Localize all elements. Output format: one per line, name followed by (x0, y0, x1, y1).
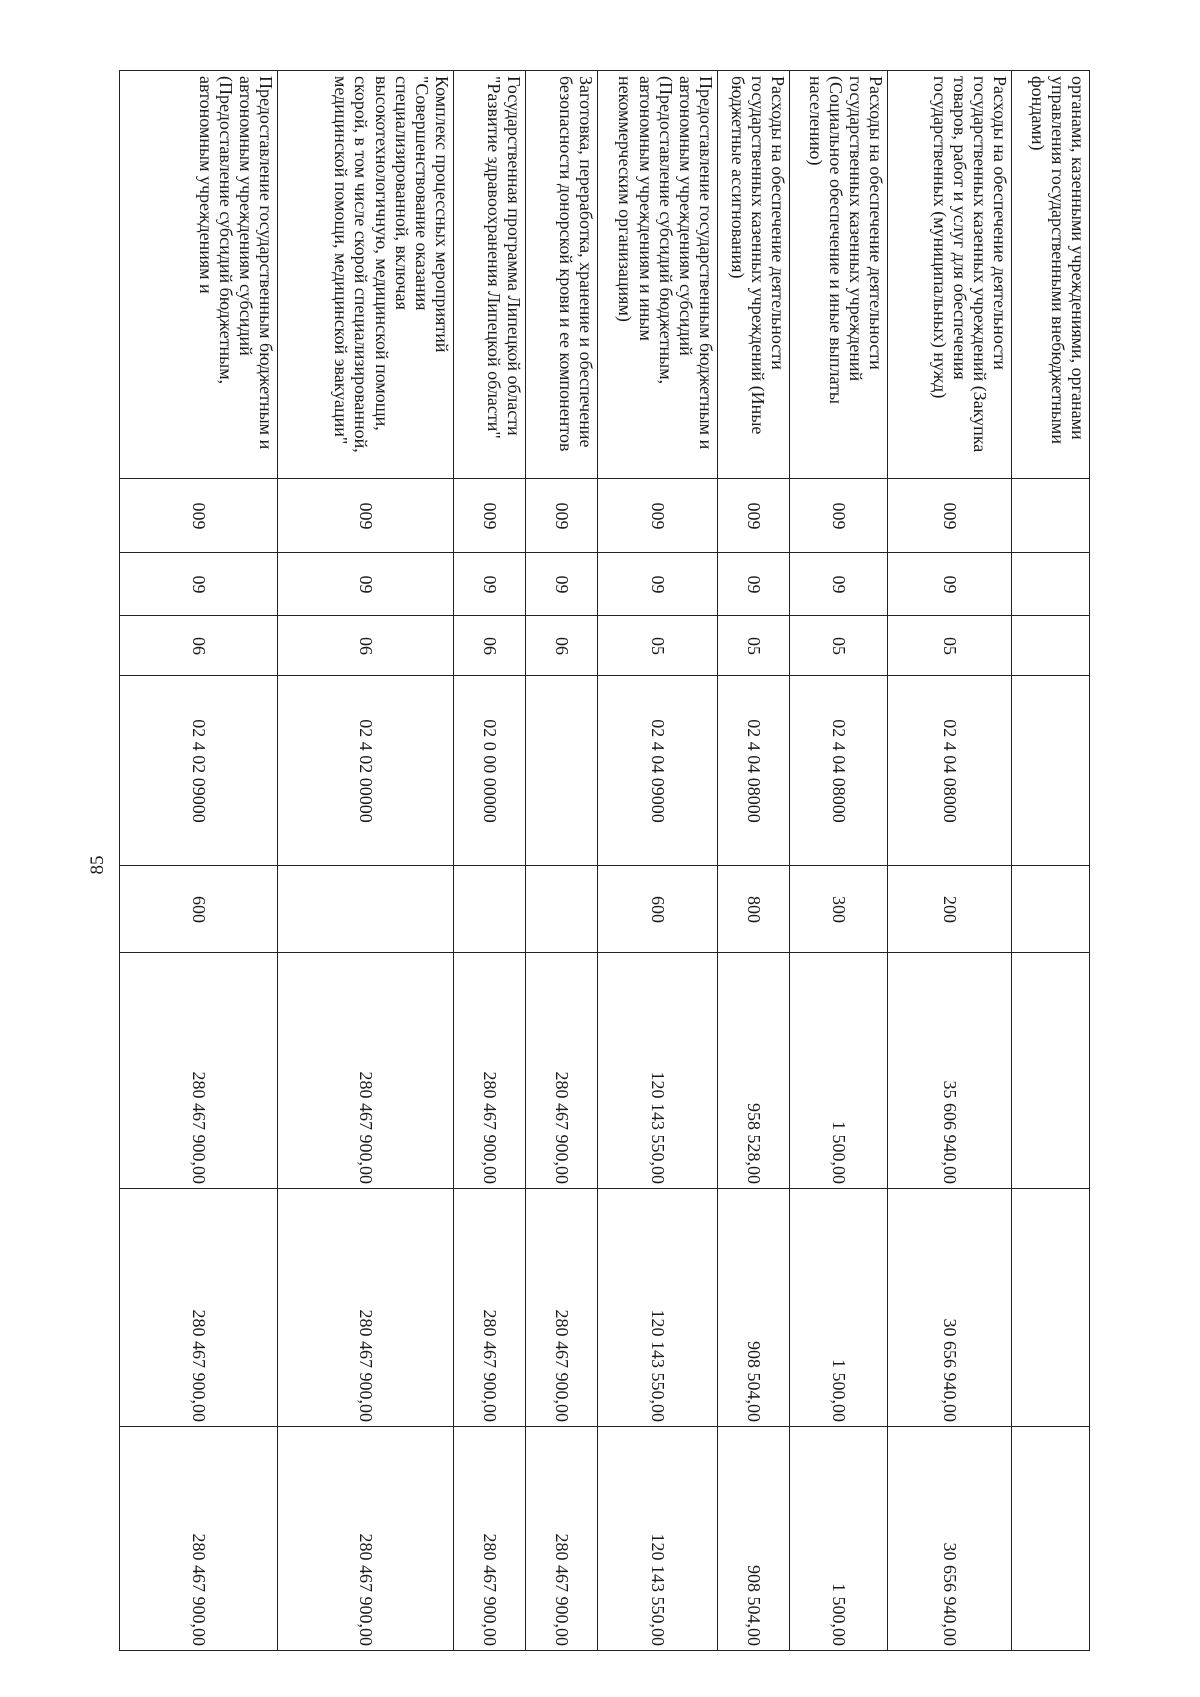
table-row (120, 71, 278, 1651)
cell-ved: 009 (120, 479, 278, 553)
cell-sum1: 35 606 940,00 (888, 953, 1012, 1189)
cell-name: Расходы на обеспечение деятельности государственных казенных учреждений (Закупка товаров, работ и услуг для обеспечения государственных (муниципальных) нужд) (888, 71, 1012, 479)
cell-sum2: 280 467 900,00 (526, 1189, 598, 1427)
cell-sum3: 280 467 900,00 (526, 1427, 598, 1651)
cell-sum3: 280 467 900,00 (120, 1427, 278, 1651)
cell-pr: 06 (526, 616, 598, 676)
cell-sum2: 280 467 900,00 (278, 1189, 454, 1427)
cell-pr (1012, 616, 1090, 676)
cell-sum3: 120 143 550,00 (598, 1427, 718, 1651)
cell-ved: 009 (718, 479, 790, 553)
cell-ved: 009 (790, 479, 888, 553)
rotated-table-wrapper (120, 70, 1090, 1650)
cell-sum1: 958 528,00 (718, 953, 790, 1189)
cell-vr (1012, 866, 1090, 953)
cell-rz: 09 (718, 553, 790, 616)
cell-sum3: 30 656 940,00 (888, 1427, 1012, 1651)
page-number: 85 (87, 855, 108, 875)
cell-sum1: 120 143 550,00 (598, 953, 718, 1189)
cell-vr: 200 (888, 866, 1012, 953)
table-row (454, 71, 526, 1651)
cell-sum3 (1012, 1427, 1090, 1651)
cell-sum2: 908 504,00 (718, 1189, 790, 1427)
cell-sum1: 1 500,00 (790, 953, 888, 1189)
cell-sum1: 280 467 900,00 (526, 953, 598, 1189)
cell-name: Расходы на обеспечение деятельности государственных казенных учреждений (Социальное обеспечение и иные выплаты населению) (790, 71, 888, 479)
table-row (790, 71, 888, 1651)
cell-vr: 600 (598, 866, 718, 953)
cell-pr: 06 (454, 616, 526, 676)
cell-rz: 09 (454, 553, 526, 616)
cell-csr: 02 4 02 00000 (278, 676, 454, 866)
cell-rz: 09 (278, 553, 454, 616)
cell-vr (278, 866, 454, 953)
cell-csr: 02 4 04 09000 (598, 676, 718, 866)
cell-pr: 05 (888, 616, 1012, 676)
table-row (1012, 71, 1090, 1651)
cell-rz (1012, 553, 1090, 616)
table-row (598, 71, 718, 1651)
cell-sum3: 1 500,00 (790, 1427, 888, 1651)
cell-vr (526, 866, 598, 953)
cell-rz: 09 (598, 553, 718, 616)
cell-csr: 02 4 04 08000 (718, 676, 790, 866)
cell-rz: 09 (526, 553, 598, 616)
cell-vr: 300 (790, 866, 888, 953)
cell-name: Комплекс процессных мероприятий "Совершенствование оказания специализированной, включая высокотехнологичную, медицинской помощи, скорой, в том числе скорой специализированной, медицинской помощи, медицинской эвакуации" (278, 71, 454, 479)
cell-csr: 02 0 00 00000 (454, 676, 526, 866)
cell-name: Заготовка, переработка, хранение и обеспечение безопасности донорской крови и ее компонентов (526, 71, 598, 479)
cell-vr (454, 866, 526, 953)
cell-ved: 009 (888, 479, 1012, 553)
cell-sum1: 280 467 900,00 (454, 953, 526, 1189)
cell-ved (1012, 479, 1090, 553)
cell-name: Государственная программа Липецкой области "Развитие здравоохранения Липецкой области" (454, 71, 526, 479)
cell-sum2: 280 467 900,00 (120, 1189, 278, 1427)
cell-ved: 009 (598, 479, 718, 553)
cell-name: Расходы на обеспечение деятельности государственных казенных учреждений (Иные бюджетные ассигнования) (718, 71, 790, 479)
cell-csr: 02 4 04 08000 (888, 676, 1012, 866)
cell-csr (526, 676, 598, 866)
cell-name: органами, казенными учреждениями, органами управления государственными внебюджетными фондами) (1012, 71, 1090, 479)
table-body (120, 71, 1090, 1651)
cell-name: Предоставление государственным бюджетным и автономным учреждениям субсидий (Предоставление субсидий бюджетным, автономным учреждениям и иным некоммерческим организациям) (598, 71, 718, 479)
cell-rz: 09 (120, 553, 278, 616)
cell-pr: 06 (120, 616, 278, 676)
cell-sum3: 280 467 900,00 (454, 1427, 526, 1651)
cell-rz: 09 (888, 553, 1012, 616)
cell-rz: 09 (790, 553, 888, 616)
cell-sum2 (1012, 1189, 1090, 1427)
cell-sum2: 120 143 550,00 (598, 1189, 718, 1427)
table-row (526, 71, 598, 1651)
cell-name: Предоставление государственным бюджетным и автономным учреждениям субсидий (Предоставление субсидий бюджетным, автономным учреждениям и (120, 71, 278, 479)
cell-ved: 009 (278, 479, 454, 553)
table-row (888, 71, 1012, 1651)
cell-sum1: 280 467 900,00 (120, 953, 278, 1189)
cell-pr: 06 (278, 616, 454, 676)
cell-ved: 009 (526, 479, 598, 553)
cell-sum1: 280 467 900,00 (278, 953, 454, 1189)
cell-sum1 (1012, 953, 1090, 1189)
table-row (718, 71, 790, 1651)
table-row (278, 71, 454, 1651)
cell-vr: 600 (120, 866, 278, 953)
cell-csr: 02 4 02 09000 (120, 676, 278, 866)
cell-pr: 05 (790, 616, 888, 676)
cell-sum3: 908 504,00 (718, 1427, 790, 1651)
cell-pr: 05 (718, 616, 790, 676)
cell-csr (1012, 676, 1090, 866)
cell-vr: 800 (718, 866, 790, 953)
cell-csr: 02 4 04 08000 (790, 676, 888, 866)
cell-sum2: 30 656 940,00 (888, 1189, 1012, 1427)
cell-sum2: 280 467 900,00 (454, 1189, 526, 1427)
budget-table (119, 70, 1090, 1651)
cell-sum3: 280 467 900,00 (278, 1427, 454, 1651)
cell-ved: 009 (454, 479, 526, 553)
cell-sum2: 1 500,00 (790, 1189, 888, 1427)
cell-pr: 05 (598, 616, 718, 676)
